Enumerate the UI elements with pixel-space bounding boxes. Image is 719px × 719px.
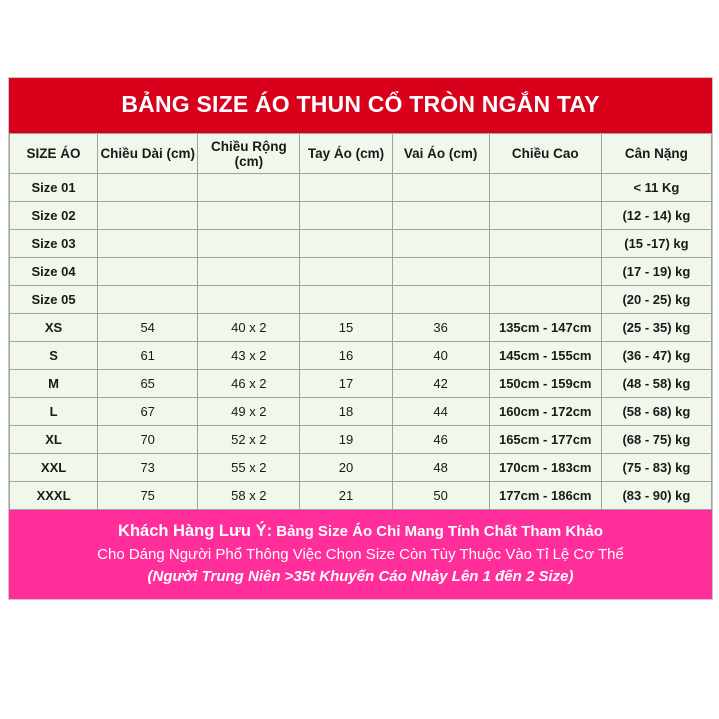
cell-chieu-rong [198, 174, 300, 202]
cell-can-nang: < 11 Kg [601, 174, 711, 202]
cell-can-nang: (17 - 19) kg [601, 258, 711, 286]
cell-can-nang: (68 - 75) kg [601, 426, 711, 454]
cell-chieu-cao: 150cm - 159cm [489, 370, 601, 398]
size-chart-card [8, 77, 713, 600]
header-chieu-rong: Chiều Rộng (cm) [198, 134, 300, 174]
cell-tay-ao [300, 202, 392, 230]
cell-size: Size 05 [10, 286, 98, 314]
table-row [10, 342, 712, 370]
cell-chieu-dai: 67 [98, 398, 198, 426]
cell-chieu-cao [489, 174, 601, 202]
note-line-1 [15, 520, 706, 544]
cell-can-nang: (36 - 47) kg [601, 342, 711, 370]
cell-chieu-cao: 170cm - 183cm [489, 454, 601, 482]
cell-chieu-dai [98, 258, 198, 286]
header-can-nang: Cân Nặng [601, 134, 711, 174]
cell-vai-ao [392, 258, 489, 286]
header-size-ao: SIZE ÁO [10, 134, 98, 174]
table-row [10, 202, 712, 230]
cell-chieu-rong [198, 258, 300, 286]
cell-size: Size 01 [10, 174, 98, 202]
cell-vai-ao [392, 202, 489, 230]
cell-chieu-cao [489, 230, 601, 258]
note-line-1-rest: Bảng Size Áo Chỉ Mang Tính Chất Tham Khảo [272, 523, 603, 540]
cell-tay-ao [300, 230, 392, 258]
cell-tay-ao: 18 [300, 398, 392, 426]
cell-size: XS [10, 314, 98, 342]
cell-tay-ao: 16 [300, 342, 392, 370]
cell-chieu-cao [489, 202, 601, 230]
cell-vai-ao: 44 [392, 398, 489, 426]
table-row [10, 370, 712, 398]
cell-chieu-cao [489, 286, 601, 314]
cell-vai-ao: 46 [392, 426, 489, 454]
table-row [10, 398, 712, 426]
cell-chieu-dai: 73 [98, 454, 198, 482]
cell-chieu-dai [98, 174, 198, 202]
cell-size: Size 02 [10, 202, 98, 230]
cell-can-nang: (15 -17) kg [601, 230, 711, 258]
table-row [10, 258, 712, 286]
cell-vai-ao: 42 [392, 370, 489, 398]
cell-vai-ao: 36 [392, 314, 489, 342]
table-row [10, 454, 712, 482]
cell-chieu-cao: 135cm - 147cm [489, 314, 601, 342]
cell-tay-ao: 21 [300, 482, 392, 510]
cell-chieu-dai: 65 [98, 370, 198, 398]
cell-can-nang: (58 - 68) kg [601, 398, 711, 426]
cell-can-nang: (12 - 14) kg [601, 202, 711, 230]
cell-chieu-rong [198, 286, 300, 314]
cell-size: XXL [10, 454, 98, 482]
cell-size: S [10, 342, 98, 370]
cell-vai-ao [392, 230, 489, 258]
cell-can-nang: (75 - 83) kg [601, 454, 711, 482]
title-bar [9, 78, 712, 133]
page-title: BẢNG SIZE ÁO THUN CỔ TRÒN NGẮN TAY [121, 91, 600, 117]
note-line-3: (Người Trung Niên >35t Khuyến Cáo Nhảy Lên 1 đến 2 Size) [147, 567, 574, 585]
cell-chieu-cao: 160cm - 172cm [489, 398, 601, 426]
customer-note-bar [9, 510, 712, 599]
table-body [10, 174, 712, 510]
cell-chieu-dai: 54 [98, 314, 198, 342]
cell-can-nang: (25 - 35) kg [601, 314, 711, 342]
cell-size: L [10, 398, 98, 426]
cell-vai-ao [392, 286, 489, 314]
cell-chieu-dai: 70 [98, 426, 198, 454]
cell-can-nang: (20 - 25) kg [601, 286, 711, 314]
cell-chieu-dai [98, 202, 198, 230]
table-header [10, 134, 712, 174]
cell-size: XL [10, 426, 98, 454]
cell-chieu-cao [489, 258, 601, 286]
cell-chieu-rong: 46 x 2 [198, 370, 300, 398]
cell-tay-ao: 20 [300, 454, 392, 482]
cell-chieu-dai: 75 [98, 482, 198, 510]
table-row [10, 230, 712, 258]
cell-vai-ao [392, 174, 489, 202]
cell-can-nang: (83 - 90) kg [601, 482, 711, 510]
cell-vai-ao: 48 [392, 454, 489, 482]
table-header-row [10, 134, 712, 174]
cell-size: Size 04 [10, 258, 98, 286]
cell-chieu-dai [98, 286, 198, 314]
cell-size: XXXL [10, 482, 98, 510]
note-lead: Khách Hàng Lưu Ý: [118, 522, 273, 540]
cell-tay-ao: 15 [300, 314, 392, 342]
cell-tay-ao: 19 [300, 426, 392, 454]
note-line-2: Cho Dáng Người Phổ Thông Việc Chọn Size Còn Tùy Thuộc Vào Tỉ Lệ Cơ Thể [97, 545, 624, 563]
table-row [10, 174, 712, 202]
header-vai-ao: Vai Áo (cm) [392, 134, 489, 174]
cell-chieu-dai: 61 [98, 342, 198, 370]
cell-vai-ao: 40 [392, 342, 489, 370]
cell-chieu-rong: 58 x 2 [198, 482, 300, 510]
cell-tay-ao [300, 258, 392, 286]
header-chieu-cao: Chiều Cao [489, 134, 601, 174]
cell-tay-ao: 17 [300, 370, 392, 398]
cell-chieu-cao: 165cm - 177cm [489, 426, 601, 454]
cell-chieu-cao: 177cm - 186cm [489, 482, 601, 510]
cell-chieu-rong: 43 x 2 [198, 342, 300, 370]
cell-size: M [10, 370, 98, 398]
table-row [10, 314, 712, 342]
cell-vai-ao: 50 [392, 482, 489, 510]
cell-chieu-rong: 40 x 2 [198, 314, 300, 342]
header-tay-ao: Tay Áo (cm) [300, 134, 392, 174]
cell-chieu-rong: 49 x 2 [198, 398, 300, 426]
table-row [10, 286, 712, 314]
table-row [10, 482, 712, 510]
size-table [9, 133, 712, 510]
cell-chieu-rong [198, 230, 300, 258]
cell-chieu-rong: 55 x 2 [198, 454, 300, 482]
cell-can-nang: (48 - 58) kg [601, 370, 711, 398]
cell-tay-ao [300, 174, 392, 202]
table-row [10, 426, 712, 454]
cell-chieu-cao: 145cm - 155cm [489, 342, 601, 370]
cell-size: Size 03 [10, 230, 98, 258]
cell-chieu-rong: 52 x 2 [198, 426, 300, 454]
header-chieu-dai: Chiều Dài (cm) [98, 134, 198, 174]
cell-chieu-rong [198, 202, 300, 230]
cell-tay-ao [300, 286, 392, 314]
cell-chieu-dai [98, 230, 198, 258]
